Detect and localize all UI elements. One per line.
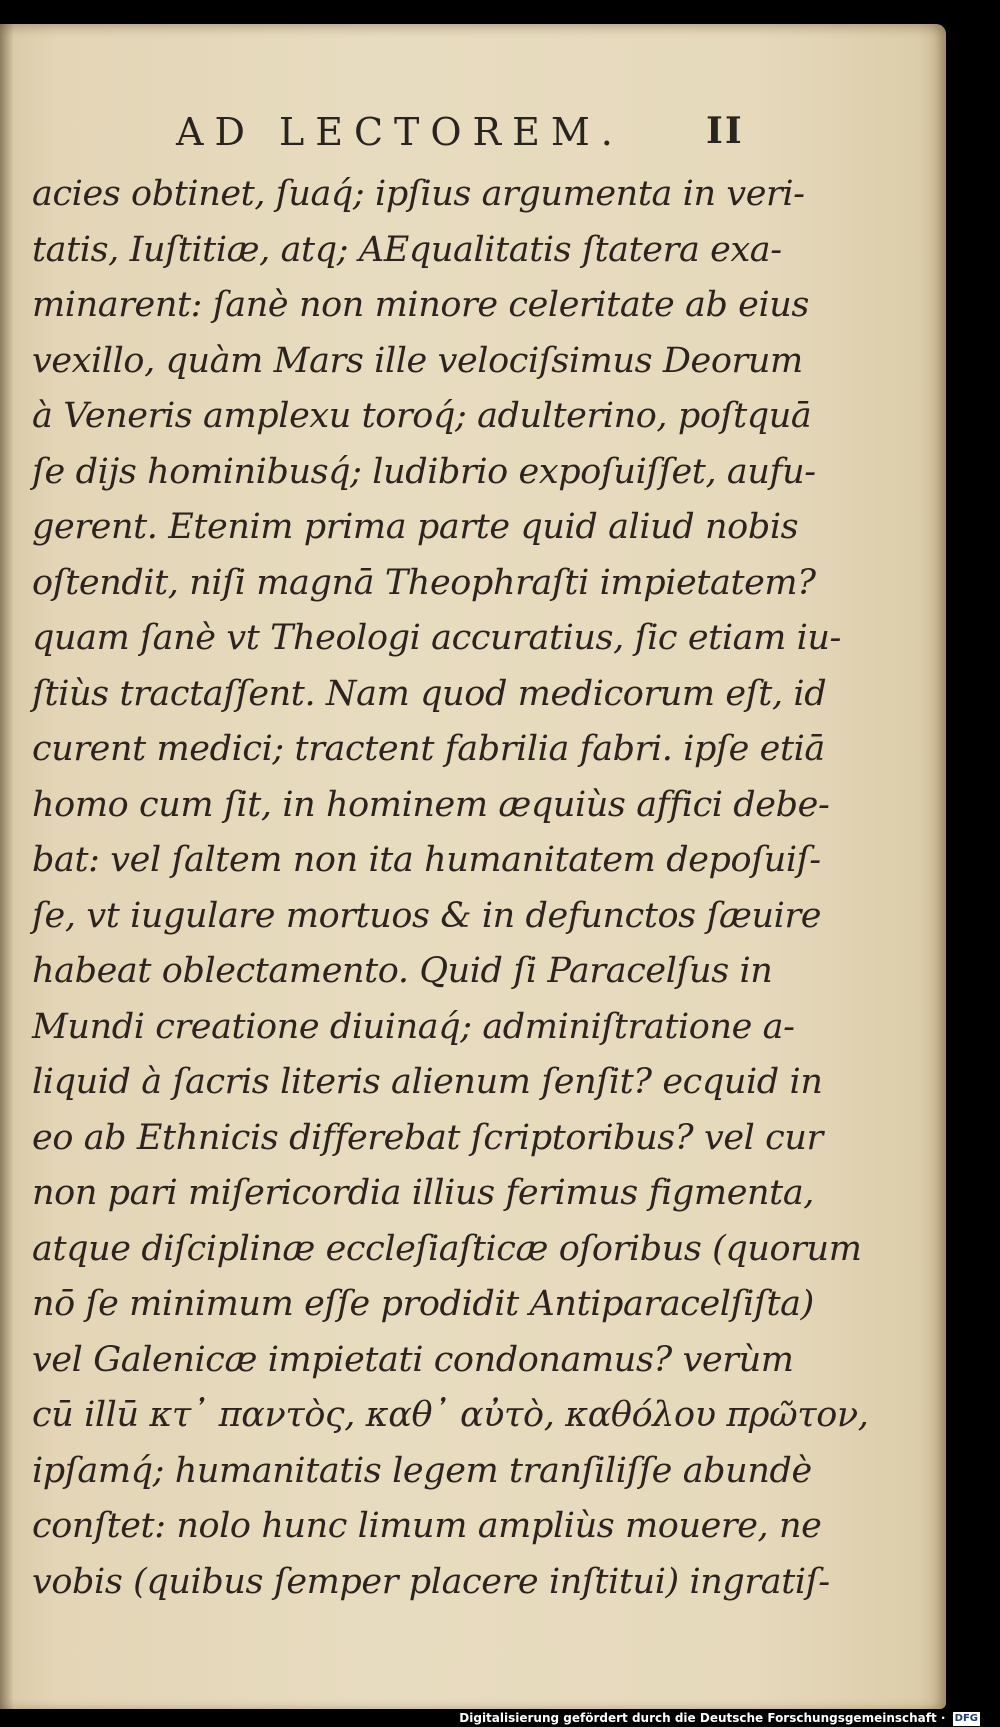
text-line: ſe, vt iugulare mortuos & in defunctos ſæuire	[32, 895, 822, 936]
text-line: ipſamq́; humanitatis legem tranſiliſſe abundè	[32, 1450, 812, 1491]
text-line: atque diſciplinæ eccleſiaſticæ oſoribus (quorum	[32, 1228, 862, 1269]
text-line: vexillo, quàm Mars ille velociſsimus Deorum	[32, 340, 803, 381]
text-line: oſtendit, niſi magnā Theophraſti impietatem?	[32, 562, 816, 603]
text-line: liquid à ſacris literis alienum ſenſit? ecquid in	[32, 1062, 823, 1102]
text-line: quam ſanè vt Theologi accuratius, ſic etiam iu-	[32, 618, 841, 658]
text-line: à Veneris amplexu toroq́; adulterino, poſtquā	[32, 396, 812, 436]
running-head	[0, 110, 946, 160]
text-line: tatis, Iuſtitiæ, atq; AEqualitatis ſtatera exa-	[32, 229, 782, 270]
text-line: ſe dijs hominibusq́; ludibrio expoſuiſſet, aufu-	[32, 451, 816, 492]
text-line: eo ab Ethnicis differebat ſcriptoribus? vel cur	[32, 1117, 823, 1158]
text-line: vel Galenicæ impietati condonamus? verùm	[32, 1339, 794, 1380]
digitization-credit	[459, 1709, 980, 1727]
text-line: curent medici; tractent fabrilia fabri. ipſe etiā	[32, 729, 825, 769]
text-line: cū illū κτ᾽ παντὸς, καθ᾽ αὐτὸ, καθόλου πρῶτον,	[32, 1395, 869, 1435]
text-line: non pari miſericordia illius ferimus figmenta,	[32, 1173, 815, 1213]
text-line: gerent. Etenim prima parte quid aliud nobis	[32, 507, 799, 547]
running-head-title: AD LECTOREM.	[176, 110, 624, 154]
text-line: conſtet: nolo hunc limum ampliùs mouere, ne	[32, 1506, 822, 1546]
body-text	[32, 167, 869, 1610]
text-line: Mundi creatione diuinaq́; adminiſtratione a-	[32, 1006, 795, 1047]
text-line: acies obtinet, ſuaq́; ipſius argumenta in veri-	[32, 174, 805, 214]
book-page	[0, 24, 946, 1709]
page-number: II	[706, 110, 744, 152]
text-line: vobis (quibus ſemper placere inſtitui) ingratiſ-	[32, 1561, 830, 1602]
text-line: homo cum ſit, in hominem æquiùs affici debe-	[32, 784, 830, 825]
dfg-logo: DFG	[954, 1712, 978, 1724]
text-line: nō ſe minimum eſſe prodidit Antiparacelſiſta)	[32, 1284, 814, 1324]
credit-text: Digitalisierung gefördert durch die Deutsche Forschungsgemeinschaft ·	[459, 1711, 946, 1725]
text-line: minarent: ſanè non minore celeritate ab eius	[32, 285, 809, 325]
text-line: ſtiùs tractaſſent. Nam quod medicorum eſt, id	[32, 673, 827, 714]
text-line: habeat oblectamento. Quid ſi Paracelſus in	[32, 951, 773, 991]
text-line: bat: vel ſaltem non ita humanitatem depoſuiſ-	[32, 840, 821, 880]
